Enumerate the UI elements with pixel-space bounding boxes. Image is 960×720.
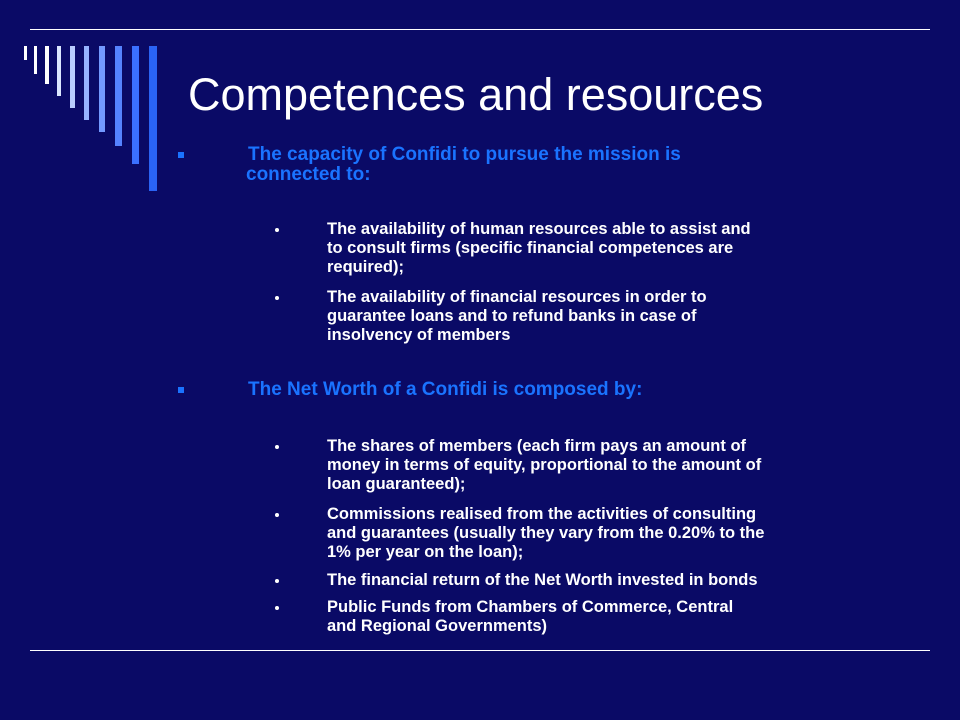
dot-bullet-icon: [275, 445, 279, 449]
decorative-bar: [149, 46, 157, 191]
sub-bullet: [327, 437, 907, 494]
sub-bullet-line: Commissions realised from the activities of consulting: [327, 505, 757, 523]
bottom-rule: [30, 650, 930, 651]
sub-bullet-line: loan guaranteed);: [327, 475, 466, 493]
sub-bullet: [327, 505, 907, 562]
sub-bullet-line: and Regional Governments): [327, 617, 548, 635]
dot-bullet-icon: [275, 606, 279, 610]
decorative-bar: [34, 46, 37, 74]
sub-bullet-line: The shares of members (each firm pays an amount of: [327, 437, 747, 455]
dot-bullet-icon: [275, 228, 279, 232]
sub-bullet: [327, 288, 907, 345]
square-bullet-icon: [178, 387, 184, 393]
dot-bullet-icon: [275, 296, 279, 300]
sub-bullet-line: The availability of financial resources in order to: [327, 288, 707, 306]
decorative-bar: [57, 46, 61, 96]
decorative-bar: [132, 46, 139, 164]
sub-bullet: [327, 598, 907, 636]
square-bullet-icon: [178, 152, 184, 158]
decorative-bar: [84, 46, 89, 120]
slide-title: Competences and resources: [188, 69, 764, 120]
main-bullet-line: The capacity of Confidi to pursue the mission is: [248, 144, 681, 165]
main-bullet: [248, 145, 848, 185]
main-bullet-line: connected to:: [246, 164, 371, 185]
sub-bullet-line: required);: [327, 258, 405, 276]
sub-bullet: [327, 220, 907, 277]
sub-bullet-line: insolvency of members: [327, 326, 511, 344]
sub-bullet-line: The financial return of the Net Worth invested in bonds: [327, 571, 758, 589]
sub-bullet-line: Public Funds from Chambers of Commerce, Central: [327, 598, 734, 616]
sub-bullet-line: 1% per year on the loan);: [327, 543, 524, 561]
main-bullet: [248, 380, 848, 400]
sub-bullet-line: to consult firms (specific financial competences are: [327, 239, 734, 257]
sub-bullet-line: money in terms of equity, proportional to the amount of: [327, 456, 762, 474]
sub-bullet: [327, 571, 907, 590]
top-rule: [30, 29, 930, 30]
dot-bullet-icon: [275, 513, 279, 517]
sub-bullet-line: The availability of human resources able to assist and: [327, 220, 751, 238]
sub-bullet-line: guarantee loans and to refund banks in case of: [327, 307, 697, 325]
dot-bullet-icon: [275, 579, 279, 583]
sub-bullet-line: and guarantees (usually they vary from the 0.20% to the: [327, 524, 765, 542]
main-bullet-line: The Net Worth of a Confidi is composed by:: [248, 379, 643, 400]
decorative-bar: [99, 46, 105, 132]
decorative-bar: [24, 46, 27, 60]
decorative-bar: [45, 46, 49, 84]
decorative-bar: [115, 46, 122, 146]
decorative-bar: [70, 46, 75, 108]
